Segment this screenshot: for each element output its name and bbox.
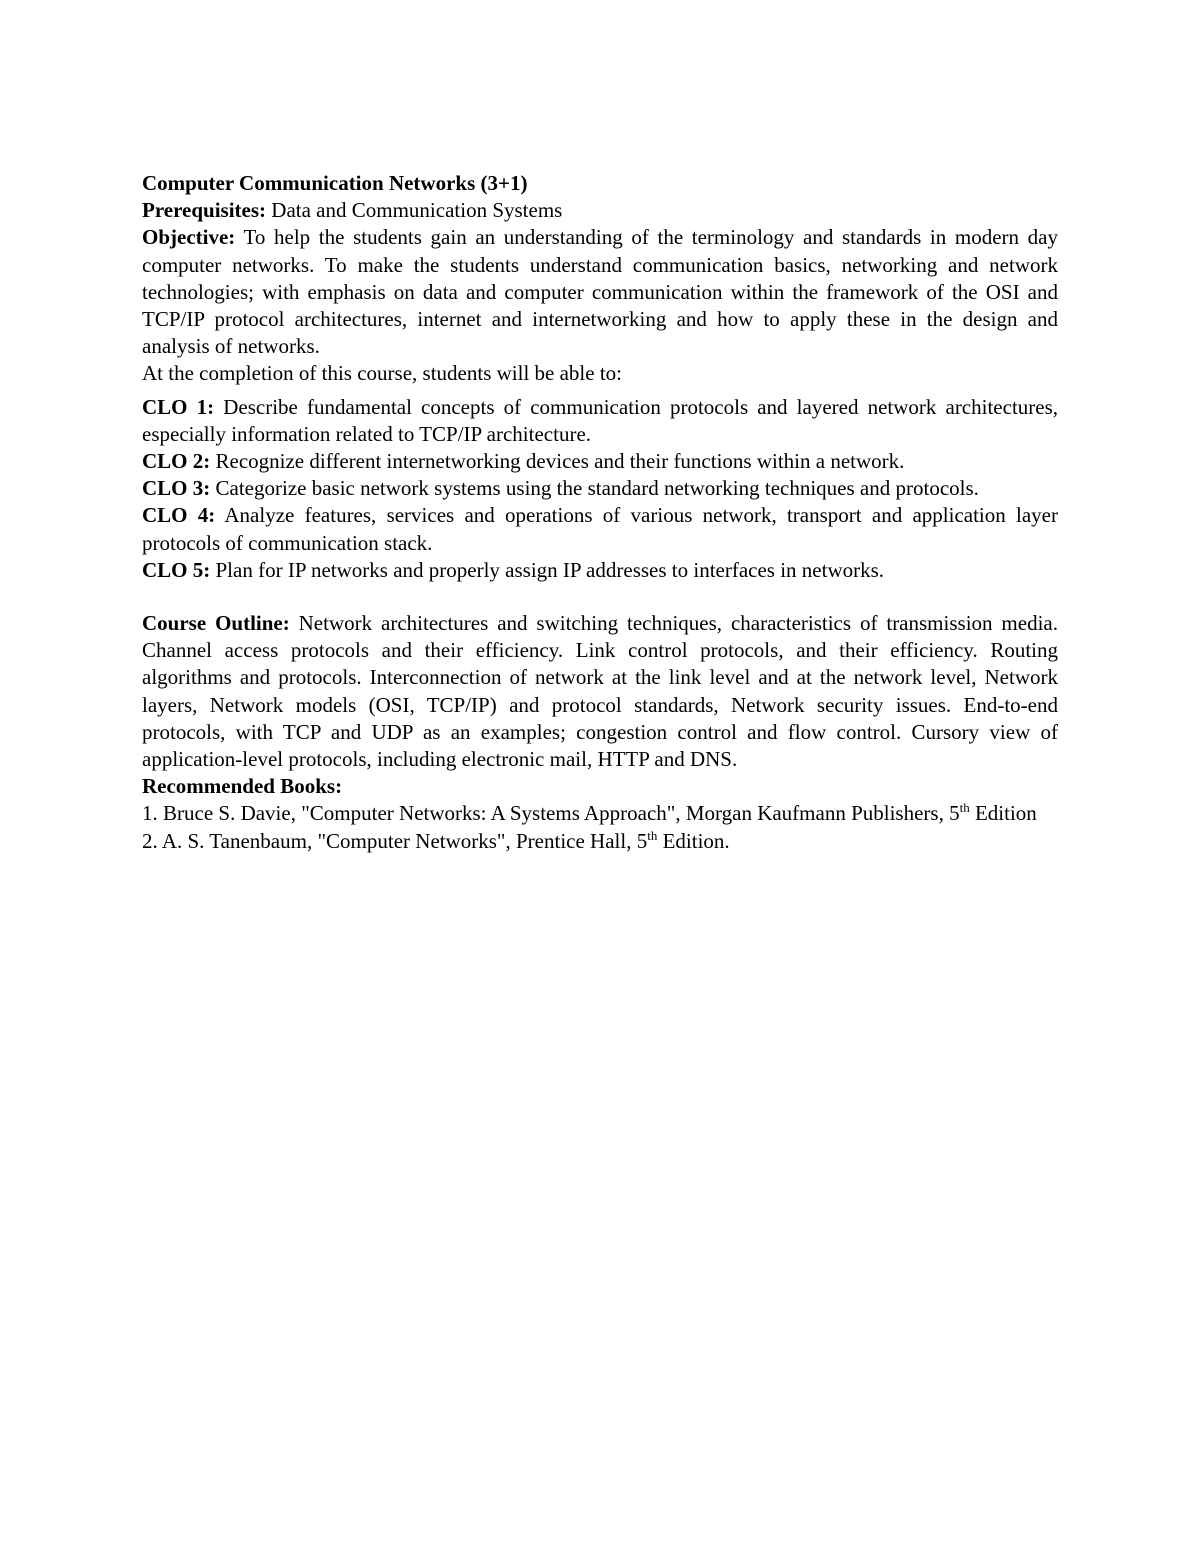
book-edition-superscript: th (959, 800, 970, 816)
book-text: 2. A. S. Tanenbaum, "Computer Networks", Prentice Hall, 5 (142, 828, 648, 853)
clo-text: Recognize different internetworking devices and their functions within a network. (210, 449, 905, 474)
book-text: 1. Bruce S. Davie, "Computer Networks: A Systems Approach", Morgan Kaufmann Publishers, 5 (142, 801, 960, 826)
course-title (142, 170, 1058, 197)
clo-item (142, 502, 1058, 556)
clo-label: CLO 5: (142, 557, 211, 582)
recommended-books-heading-text: Recommended Books: (142, 774, 343, 799)
clo-item (142, 394, 1058, 448)
clo-label: CLO 2: (142, 449, 211, 474)
recommended-books-heading (142, 773, 1058, 800)
document-page (142, 170, 1058, 855)
clo-text: Describe fundamental concepts of communication protocols and layered network architectures, especially information related to TCP/IP architecture. (142, 394, 1059, 446)
book-edition-superscript: th (647, 827, 658, 843)
course-title-text: Computer Communication Networks (3+1) (142, 171, 528, 195)
book-item (142, 800, 1058, 827)
objective-paragraph (142, 224, 1058, 360)
completion-intro: At the completion of this course, students will be able to: (142, 361, 622, 386)
book-edition-suffix: Edition (969, 801, 1037, 826)
course-outline-text: Network architectures and switching techniques, characteristics of transmission media. Channel access protocols and their efficiency. Link control protocols, and their efficiency. Routing algorithms and protocols. Interconnection of network at the link level and at the network level, Network layers, Network models (OSI, TCP/IP) and protocol standards, Network security issues. End-to-end protocols, with TCP and UDP as an examples; congestion control and flow control. Cursory view of application-level protocols, including electronic mail, HTTP and DNS. (142, 611, 1058, 772)
prerequisites-text: Data and Communication Systems (266, 198, 563, 223)
clo-item (142, 475, 1058, 502)
clo-label: CLO 4: (142, 503, 216, 528)
objective-label: Objective: (142, 225, 236, 250)
course-outline-paragraph (142, 610, 1058, 773)
clo-text: Analyze features, services and operations of various network, transport and application layer protocols of communication stack. (142, 503, 1058, 555)
clo-item (142, 448, 1058, 475)
clo-text: Plan for IP networks and properly assign IP addresses to interfaces in networks. (210, 557, 885, 582)
clo-label: CLO 3: (142, 476, 211, 501)
book-edition-suffix: Edition. (657, 828, 730, 853)
objective-text: To help the students gain an understanding of the terminology and standards in modern day computer networks. To make the students understand communication basics, networking and network technologies; with emphasis on data and computer communication within the framework of the OSI and TCP/IP protocol architectures, internet and internetworking and how to apply these in the design and analysis of networks. (142, 225, 1058, 359)
book-item (142, 828, 1058, 855)
clo-item (142, 557, 1058, 584)
prerequisites-line (142, 197, 1058, 224)
clo-label: CLO 1: (142, 394, 215, 419)
prerequisites-label: Prerequisites: (142, 198, 267, 223)
clo-text: Categorize basic network systems using the standard networking techniques and protocols. (210, 476, 979, 501)
course-outline-label: Course Outline: (142, 611, 290, 636)
